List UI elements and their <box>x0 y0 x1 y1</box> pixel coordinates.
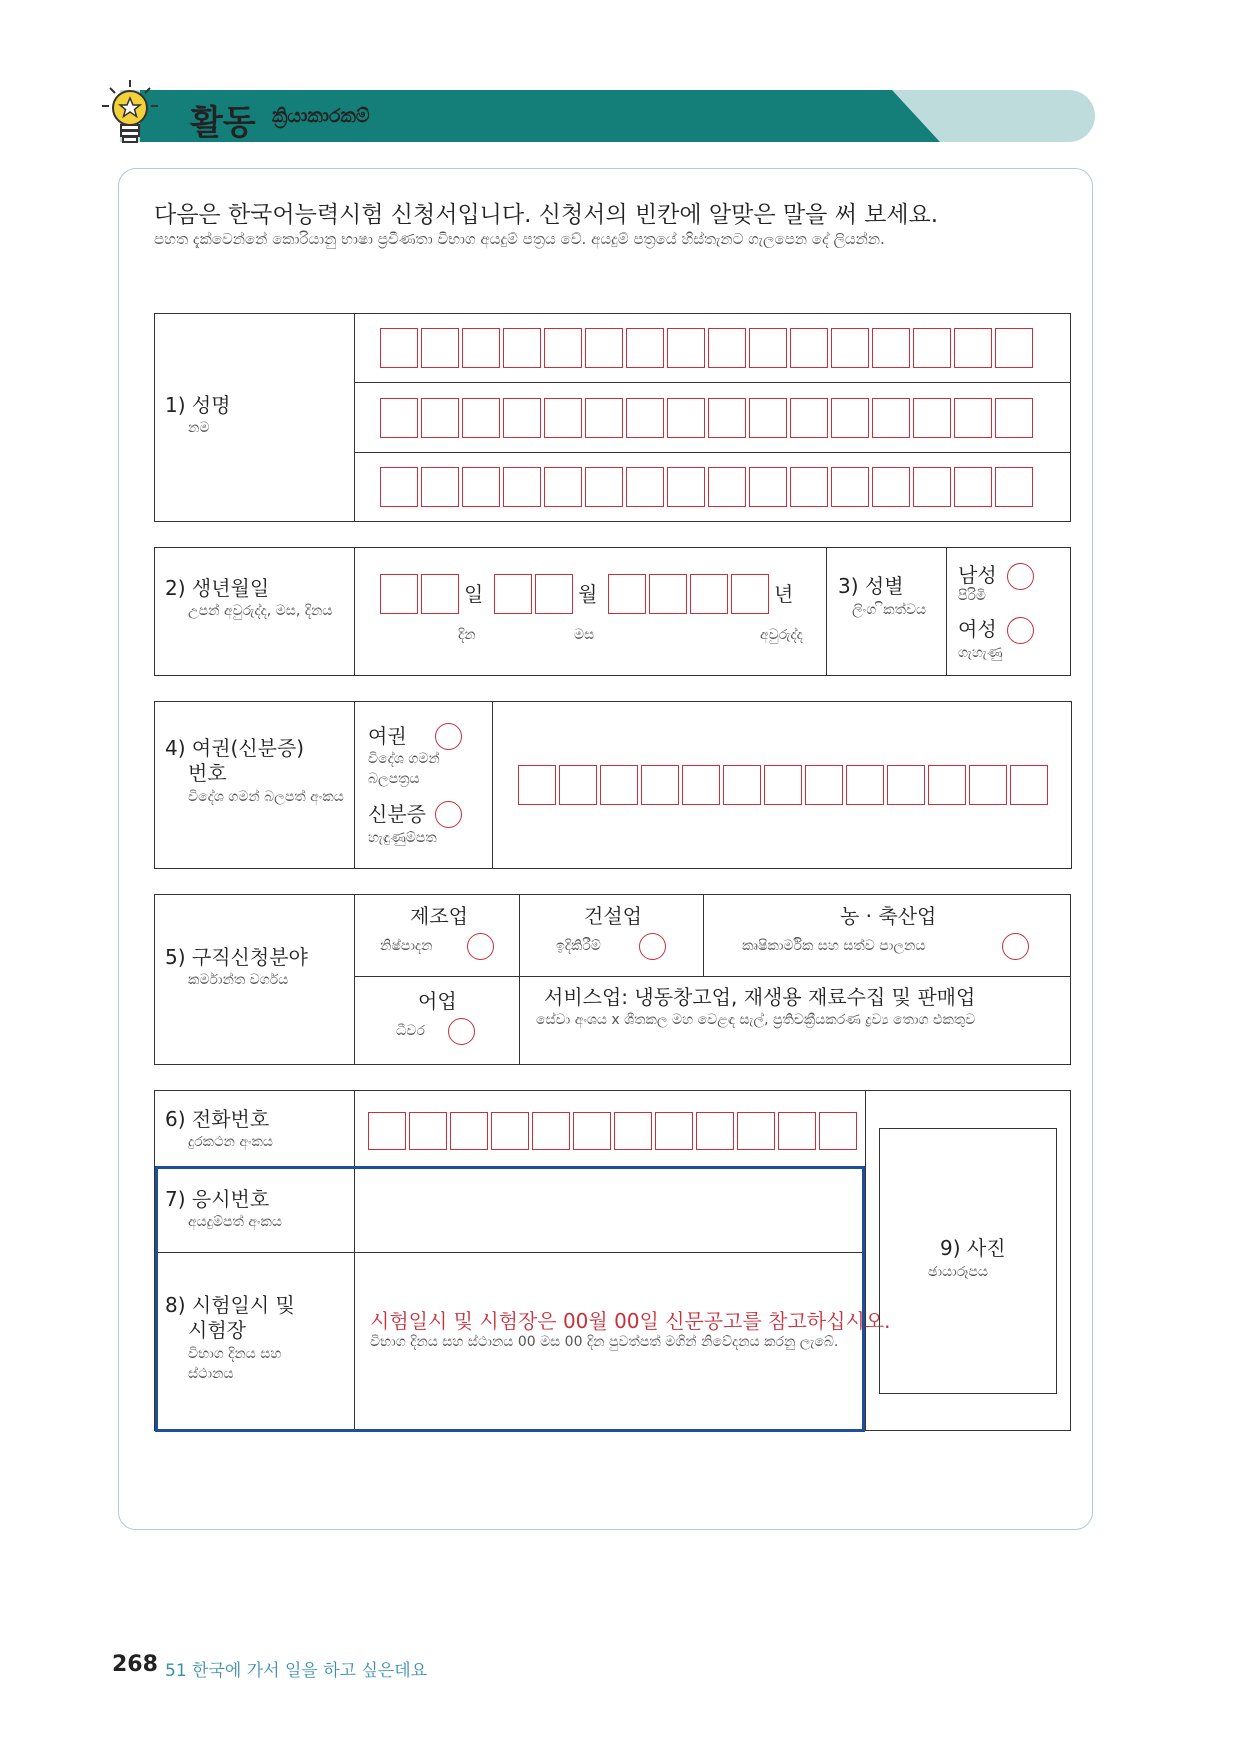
exam-place-label-si: විභාග දිනය සහ ස්ථානය <box>188 1346 282 1382</box>
page-number: 268 <box>112 1652 158 1677</box>
exam-place-note-si: විභාග දිනය සහ ස්ථානය 00 මස 00 දින පුවත්පත් මගින් නිවේදනය කරනු ලැබේ. <box>370 1334 839 1350</box>
job-fish-label: 어업 <box>418 989 457 1013</box>
photo-label: 9) 사진 <box>940 1236 1006 1260</box>
birth-month-label-si: මස <box>574 627 595 643</box>
birth-year-label: 년 <box>774 582 794 606</box>
birth-label-si: උපන් අවුරුද්ද, මස, දිනය <box>188 603 333 619</box>
exam-place-label-2: 시험장 <box>188 1318 246 1342</box>
activity-title: 활동 <box>190 103 256 143</box>
passport-label-1: 4) 여권(신분증) <box>165 736 305 760</box>
gender-female-label-si: ගැහැණු <box>958 645 1003 661</box>
birth-label: 2) 생년월일 <box>165 576 270 600</box>
lightbulb-icon <box>98 78 162 148</box>
gender-male-label: 남성 <box>958 563 997 587</box>
exam-place-label-1: 8) 시험일시 및 <box>165 1293 295 1317</box>
birth-day-label: 일 <box>464 582 484 606</box>
exam-no-field[interactable] <box>360 1172 860 1248</box>
job-agr-label: 농 · 축산업 <box>840 904 937 928</box>
passport-opt2-label: 신분증 <box>368 802 426 826</box>
birth-month-cells[interactable] <box>494 574 576 614</box>
job-svc-label-si: සේවා අංශය x ශීතකල මහ වෙළඳ සැල්, ප්‍රතිචක්‍රීයකරණ ද්‍රව්‍ය තොග එකතුව <box>536 1012 976 1028</box>
passport-label-si: විදේශ ගමන් බලපත් අංකය <box>188 789 344 805</box>
phone-label: 6) 전화번호 <box>165 1107 270 1131</box>
instruction-ko: 다음은 한국어능력시험 신청서입니다. 신청서의 빈칸에 알맞은 말을 써 보세요. <box>154 202 939 228</box>
passport-opt1-radio[interactable] <box>435 723 462 750</box>
photo-box[interactable] <box>879 1128 1057 1394</box>
birth-year-cells[interactable] <box>608 574 772 614</box>
birth-day-label-si: දින <box>458 627 476 643</box>
job-mfg-label-si: නිෂ්පාදන <box>380 938 433 954</box>
passport-number-cells[interactable] <box>518 765 1051 805</box>
header-banner-dark <box>140 90 940 142</box>
birth-month-label: 월 <box>578 582 598 606</box>
job-mfg-radio[interactable] <box>467 933 494 960</box>
exam-no-label: 7) 응시번호 <box>165 1187 270 1211</box>
instruction-si: පහත දැක්වෙන්නේ කොරියානු භාෂා ප්‍රවීණතා විභාග අයදුම් පත්‍රය වේ. අයදුම් පත්‍රයේ හිස්තැනට ගැලපෙන දේ ලියන්න. <box>154 230 885 248</box>
birth-day-cells[interactable] <box>380 574 462 614</box>
name-label: 1) 성명 <box>165 393 231 417</box>
job-svc-label: 서비스업: 냉동창고업, 재생용 재료수집 및 판매업 <box>544 985 976 1009</box>
job-con-label: 건설업 <box>584 904 642 928</box>
job-label-si: කර්මාන්ත වර්ගය <box>188 972 289 988</box>
gender-label-si: ලිංග ිකත්වය <box>852 602 927 618</box>
gender-female-label: 여성 <box>958 617 997 641</box>
name-row-2[interactable] <box>380 398 1036 438</box>
job-label: 5) 구직신청분야 <box>165 945 308 969</box>
job-fish-radio[interactable] <box>448 1018 475 1045</box>
job-con-radio[interactable] <box>639 933 666 960</box>
job-con-label-si: ඉදිකිරීම් <box>556 938 601 954</box>
gender-female-radio[interactable] <box>1007 617 1034 644</box>
passport-opt2-label-si: හැඳුණුම්පත <box>368 830 437 846</box>
job-fish-label-si: ධීවර <box>396 1023 425 1039</box>
passport-label-2: 번호 <box>188 761 227 785</box>
job-agr-label-si: කෘෂිකාර්මික සහ සත්ව පාලනය <box>742 938 926 954</box>
passport-opt2-radio[interactable] <box>435 801 462 828</box>
name-row-1[interactable] <box>380 328 1036 368</box>
name-row-3[interactable] <box>380 467 1036 507</box>
chapter-title: 51 한국에 가서 일을 하고 싶은데요 <box>165 1661 428 1681</box>
name-label-si: නම <box>188 420 210 436</box>
photo-label-si: ඡායාරූපය <box>928 1264 988 1280</box>
exam-place-note: 시험일시 및 시험장은 00월 00일 신문공고를 참고하십시오. <box>370 1309 891 1333</box>
phone-label-si: දුරකථන අංකය <box>188 1134 273 1150</box>
gender-male-radio[interactable] <box>1007 563 1034 590</box>
job-agr-radio[interactable] <box>1002 933 1029 960</box>
passport-opt1-label: 여권 <box>368 724 407 748</box>
activity-title-si: ක්‍රියාකාරකම් <box>272 105 370 127</box>
job-mfg-label: 제조업 <box>410 904 468 928</box>
gender-label: 3) 성별 <box>838 574 904 598</box>
phone-number-cells[interactable] <box>368 1112 860 1150</box>
passport-opt1-label-si: විදේශ ගමන් බලපත්‍රය <box>368 751 440 787</box>
birth-year-label-si: අවුරුද්ද <box>760 627 803 643</box>
gender-male-label-si: පිරිමි <box>958 588 986 604</box>
exam-no-label-si: අයදුම්පත් අංකය <box>188 1214 282 1230</box>
